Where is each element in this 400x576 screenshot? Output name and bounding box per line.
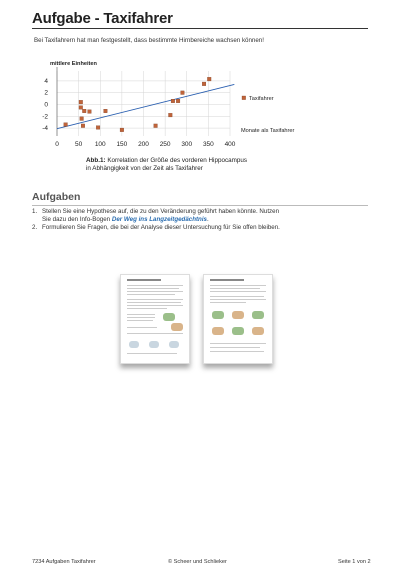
data-point	[79, 100, 83, 104]
task-item	[32, 208, 372, 224]
task-text-2: Sie dazu den Info-Bogen	[42, 216, 111, 224]
figure-caption	[86, 157, 247, 173]
thumbnail-figure	[212, 327, 224, 335]
y-tick-label: 4	[44, 77, 48, 85]
y-tick-label: 0	[44, 101, 48, 109]
title-divider	[32, 28, 368, 29]
thumbnail-line	[127, 294, 175, 295]
task-number: 2.	[32, 224, 38, 232]
footer-center: © Scheer und Schlieker	[168, 559, 227, 565]
thumbnail-line	[127, 291, 183, 292]
thumbnail-figure	[232, 311, 244, 319]
x-tick-label: 100	[94, 141, 106, 148]
thumbnail-line	[210, 302, 246, 303]
y-axis-label: mittlere Einheiten	[50, 61, 97, 67]
data-point	[79, 106, 83, 110]
thumbnail-line	[127, 299, 183, 300]
thumbnail-title-bar	[127, 279, 161, 281]
data-point	[64, 123, 68, 127]
task-text-3: .	[206, 216, 209, 224]
info-sheet-link[interactable]: Der Weg ins Langzeitgedächtnis	[111, 216, 207, 224]
thumbnail-figure	[129, 341, 139, 348]
x-tick-label: 150	[116, 141, 128, 148]
thumbnail-line	[127, 308, 167, 309]
caption-text: Korrelation der Größe des vorderen Hippocampus	[107, 157, 247, 164]
thumbnail-figure	[149, 341, 159, 348]
thumbnail-line	[127, 302, 181, 303]
thumbnail-line	[210, 285, 266, 286]
thumbnail-figure	[232, 327, 244, 335]
data-point	[176, 99, 180, 103]
thumbnail-figure	[171, 323, 183, 331]
x-tick-label: 0	[55, 141, 59, 148]
data-point	[181, 91, 185, 95]
y-tick-label: 2	[44, 89, 48, 97]
thumbnail-line	[210, 291, 266, 292]
y-tick-label: -4	[42, 125, 48, 133]
data-point	[171, 99, 175, 103]
thumbnail-line	[127, 305, 183, 306]
data-point	[120, 128, 124, 132]
footer-left: 7234 Aufgaben Taxifahrer	[32, 559, 96, 565]
data-point	[96, 126, 100, 130]
thumbnail-line	[210, 347, 260, 348]
thumbnail-figure	[252, 327, 264, 335]
x-tick-label: 250	[159, 141, 171, 148]
data-point	[207, 77, 211, 81]
thumbnail-line	[210, 351, 264, 352]
data-point	[169, 113, 173, 117]
thumbnail-line	[127, 353, 177, 354]
thumbnail-line	[127, 333, 183, 334]
thumbnail-line	[127, 327, 157, 328]
data-point	[88, 110, 92, 114]
thumbnail-line	[127, 317, 155, 318]
info-sheet-thumbnail-2[interactable]	[203, 274, 273, 364]
footer-right: Seite 1 von 2	[338, 559, 371, 565]
thumbnail-line	[127, 285, 183, 286]
task-number: 1.	[32, 208, 38, 215]
task-text: Stellen Sie eine Hypothese auf, die zu den Veränderung geführt haben könnte. Nutzen	[42, 208, 280, 215]
thumbnail-title-bar	[210, 279, 244, 281]
thumbnail-line	[210, 288, 260, 289]
thumbnail-line	[127, 320, 153, 321]
data-point	[154, 124, 158, 128]
x-tick-label: 400	[224, 141, 236, 148]
thumbnail-line	[210, 343, 266, 344]
data-point	[104, 109, 108, 113]
caption-label: Abb.1:	[86, 157, 106, 164]
thumbnail-figure	[169, 341, 179, 348]
intro-text: Bei Taxifahrern hat man festgestellt, dass bestimmte Hirnbereiche wachsen können!	[34, 37, 264, 44]
thumbnail-line	[127, 314, 155, 315]
x-tick-label: 300	[181, 141, 193, 148]
thumbnail-figure	[212, 311, 224, 319]
data-point	[202, 82, 206, 86]
task-text: Formulieren Sie Fragen, die bei der Analyse dieser Untersuchung für Sie offen bleiben.	[42, 224, 280, 232]
caption-text-2: in Abhängigkeit von der Zeit als Taxifahrer	[86, 165, 203, 173]
legend-label: Taxifahrer	[249, 96, 274, 102]
task-item	[32, 224, 372, 232]
tasks-divider	[32, 205, 368, 206]
thumbnail-figure	[163, 313, 175, 321]
data-point	[82, 109, 86, 113]
page-title: Aufgabe - Taxifahrer	[32, 10, 173, 27]
x-axis-label: Monate als Taxifahrer	[241, 128, 295, 134]
legend-marker	[242, 96, 246, 100]
tasks-heading: Aufgaben	[32, 191, 81, 203]
thumbnail-line	[210, 296, 264, 297]
task-list	[32, 208, 372, 233]
thumbnail-figure	[252, 311, 264, 319]
x-tick-label: 350	[202, 141, 214, 148]
info-sheet-thumbnail-1[interactable]	[120, 274, 190, 364]
trend-line	[57, 84, 234, 128]
x-tick-label: 50	[75, 141, 83, 148]
thumbnail-line	[210, 299, 266, 300]
x-tick-label: 200	[138, 141, 149, 148]
scatter-chart	[30, 54, 295, 152]
y-tick-label: -2	[42, 113, 48, 121]
data-point	[80, 117, 84, 121]
data-point	[81, 124, 85, 128]
thumbnail-line	[127, 288, 179, 289]
